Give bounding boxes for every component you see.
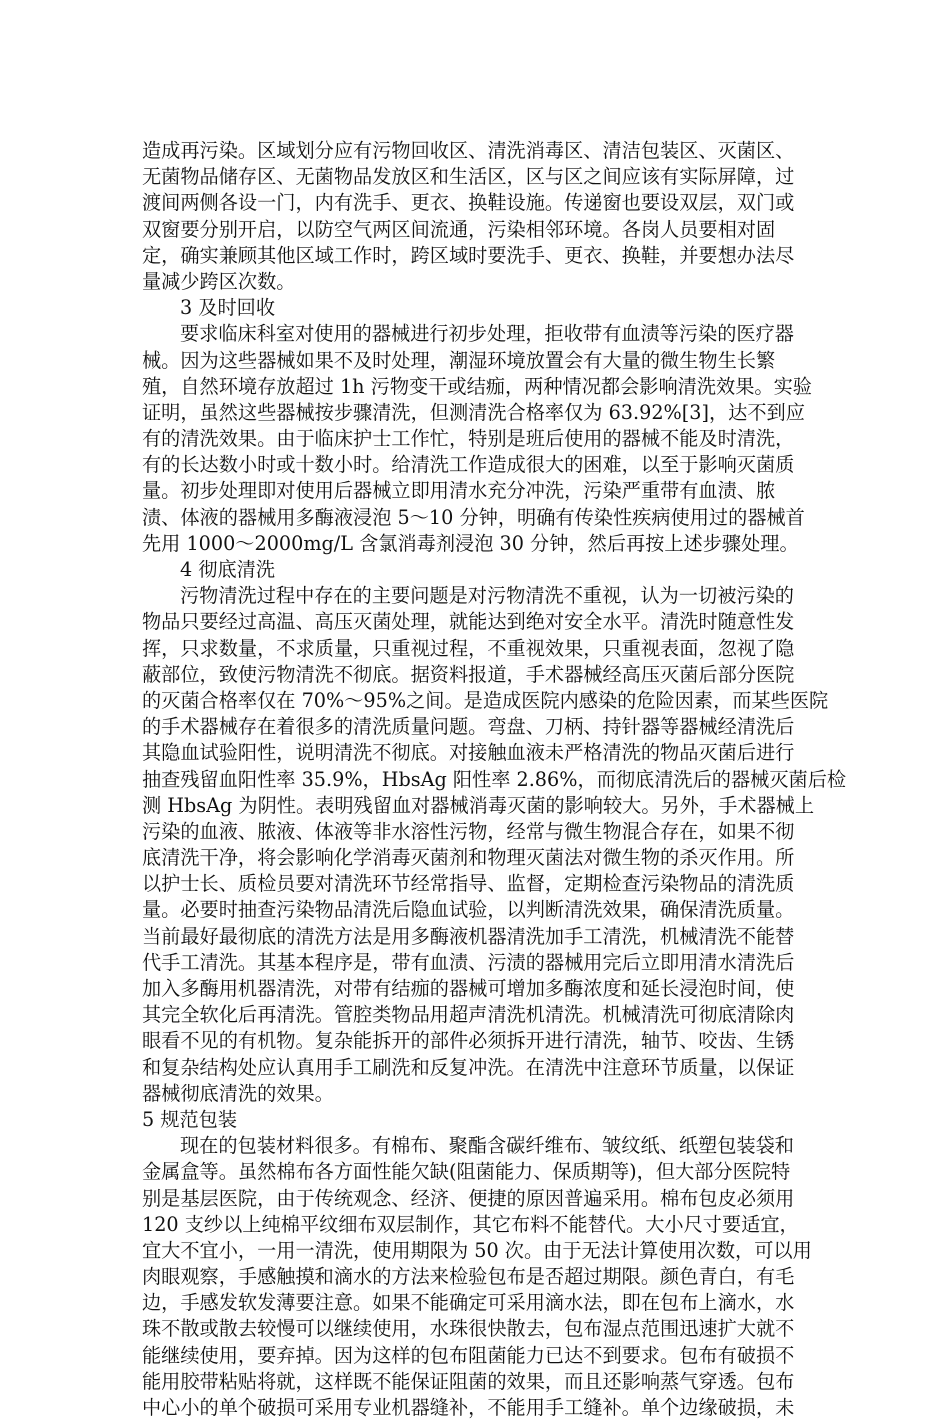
text-line: 器械彻底清洗的效果。	[142, 1081, 334, 1105]
text-line: 要求临床科室对使用的器械进行初步处理，拒收带有血渍等污染的医疗器	[180, 322, 794, 346]
text-line: 物品只要经过高温、高压灭菌处理，就能达到绝对安全水平。清洗时随意性发	[142, 610, 795, 634]
text-line: 肉眼观察，手感触摸和滴水的方法来检验包布是否超过期限。颜色青白，有毛	[142, 1265, 795, 1289]
text-line: 量。必要时抽查污染物品清洗后隐血试验，以判断清洗效果，确保清洗质量。	[142, 898, 795, 922]
text-line: 污染的血液、脓液、体液等非水溶性污物，经常与微生物混合存在，如果不彻	[142, 819, 795, 843]
text-line: 当前最好最彻底的清洗方法是用多酶液机器清洗加手工清洗，机械清洗不能替	[142, 924, 795, 948]
text-line: 的手术器械存在着很多的清洗质量问题。弯盘、刀柄、持针器等器械经清洗后	[142, 715, 795, 739]
text-line: 底清洗干净，将会影响化学消毒灭菌剂和物理灭菌法对微生物的杀灭作用。所	[142, 846, 795, 870]
text-line: 别是基层医院，由于传统观念、经济、便捷的原因普遍采用。棉布包皮必须用	[142, 1186, 795, 1210]
text-line: 量。初步处理即对使用后器械立即用清水充分冲洗，污染严重带有血渍、脓	[142, 479, 776, 503]
text-line: 测 HbsAg 为阴性。表明残留血对器械消毒灭菌的影响较大。另外，手术器械上	[142, 793, 815, 817]
text-line: 械。因为这些器械如果不及时处理，潮湿环境放置会有大量的微生物生长繁	[142, 348, 776, 372]
text-line: 边，手感发软发薄要注意。如果不能确定可采用滴水法，即在包布上滴水，水	[142, 1291, 795, 1315]
text-line: 金属盒等。虽然棉布各方面性能欠缺(阻菌能力、保质期等)，但大部分医院特	[142, 1160, 791, 1184]
text-line: 其隐血试验阳性，说明清洗不彻底。对接触血液未严格清洗的物品灭菌后进行	[142, 741, 795, 765]
text-line: 代手工清洗。其基本程序是，带有血渍、污渍的器械用完后立即用清水清洗后	[142, 950, 795, 974]
text-line: 渍、体液的器械用多酶液浸泡 5～10 分钟，明确有传染性疾病使用过的器械首	[142, 505, 805, 529]
text-line: 证明，虽然这些器械按步骤清洗，但测清洗合格率仅为 63.92%[3]，达不到应	[142, 400, 805, 424]
text-line: 渡间两侧各设一门，内有洗手、更衣、换鞋设施。传递窗也要设双层，双门或	[142, 191, 795, 215]
text-line: 以护士长、质检员要对清洗环节经常指导、监督，定期检查污染物品的清洗质	[142, 872, 795, 896]
text-line: 的灭菌合格率仅在 70%～95%之间。是造成医院内感染的危险因素，而某些医院	[142, 688, 829, 712]
text-line: 抽查残留血阳性率 35.9%，HbsAg 阳性率 2.86%，而彻底清洗后的器械灭菌后检	[142, 767, 847, 791]
text-line: 挥，只求数量，不求质量，只重视过程，不重视效果，只重视表面，忽视了隐	[142, 636, 795, 660]
text-line: 污物清洗过程中存在的主要问题是对污物清洗不重视，认为一切被污染的	[180, 584, 794, 608]
text-line: 有的长达数小时或十数小时。给清洗工作造成很大的困难，以至于影响灭菌质	[142, 453, 795, 477]
text-line: 先用 1000～2000mg/L 含氯消毒剂浸泡 30 分钟，然后再按上述步骤处理。	[142, 531, 799, 555]
text-line: 其完全软化后再清洗。管腔类物品用超声清洗机清洗。机械清洗可彻底清除肉	[142, 1003, 795, 1027]
text-line: 双窗要分别开启，以防空气两区间流通，污染相邻环境。各岗人员要相对固	[142, 217, 776, 241]
text-line: 加入多酶用机器清洗，对带有结痂的器械可增加多酶浓度和延长浸泡时间，使	[142, 977, 795, 1000]
text-line: 有的清洗效果。由于临床护士工作忙，特别是班后使用的器械不能及时清洗，	[142, 427, 795, 451]
section-heading: 4 彻底清洗	[180, 558, 276, 581]
text-line: 120 支纱以上纯棉平纹细布双层制作，其它布料不能替代。大小尺寸要适宜，	[142, 1212, 799, 1236]
text-line: 宜大不宜小，一用一清洗，使用期限为 50 次。由于无法计算使用次数，可以用	[142, 1238, 812, 1262]
text-line: 造成再污染。区域划分应有污物回收区、清洗消毒区、清洁包装区、灭菌区、	[142, 139, 795, 162]
section-heading: 5 规范包装	[142, 1107, 238, 1131]
text-line: 眼看不见的有机物。复杂能拆开的部件必须拆开进行清洗，轴节、咬齿、生锈	[142, 1029, 795, 1053]
text-line: 无菌物品储存区、无菌物品发放区和生活区，区与区之间应该有实际屏障，过	[142, 165, 795, 189]
text-line: 现在的包装材料很多。有棉布、聚酯含碳纤维布、皱纹纸、纸塑包装袋和	[180, 1134, 794, 1158]
text-line: 蔽部位，致使污物清洗不彻底。据资料报道，手术器械经高压灭菌后部分医院	[142, 662, 795, 686]
text-line: 中心小的单个破损可采用专业机器缝补，不能用手工缝补。单个边缘破损，未	[142, 1396, 795, 1419]
text-line: 量减少跨区次数。	[142, 269, 296, 293]
text-line: 能继续使用，要弃掉。因为这样的包布阻菌能力已达不到要求。包布有破损不	[142, 1343, 795, 1367]
document-page	[142, 138, 847, 1421]
section-heading: 3 及时回收	[180, 296, 276, 320]
text-line: 能用胶带粘贴将就，这样既不能保证阻菌的效果，而且还影响蒸气穿透。包布	[142, 1369, 795, 1393]
text-line: 定，确实兼顾其他区域工作时，跨区域时要洗手、更衣、换鞋，并要想办法尽	[142, 243, 795, 267]
text-line: 和复杂结构处应认真用手工刷洗和反复冲洗。在清洗中注意环节质量，以保证	[142, 1055, 795, 1079]
text-line: 殖，自然环境存放超过 1h 污物变干或结痂，两种情况都会影响清洗效果。实验	[142, 374, 812, 398]
text-line: 珠不散或散去较慢可以继续使用，水珠很快散去，包布湿点范围迅速扩大就不	[142, 1317, 795, 1341]
